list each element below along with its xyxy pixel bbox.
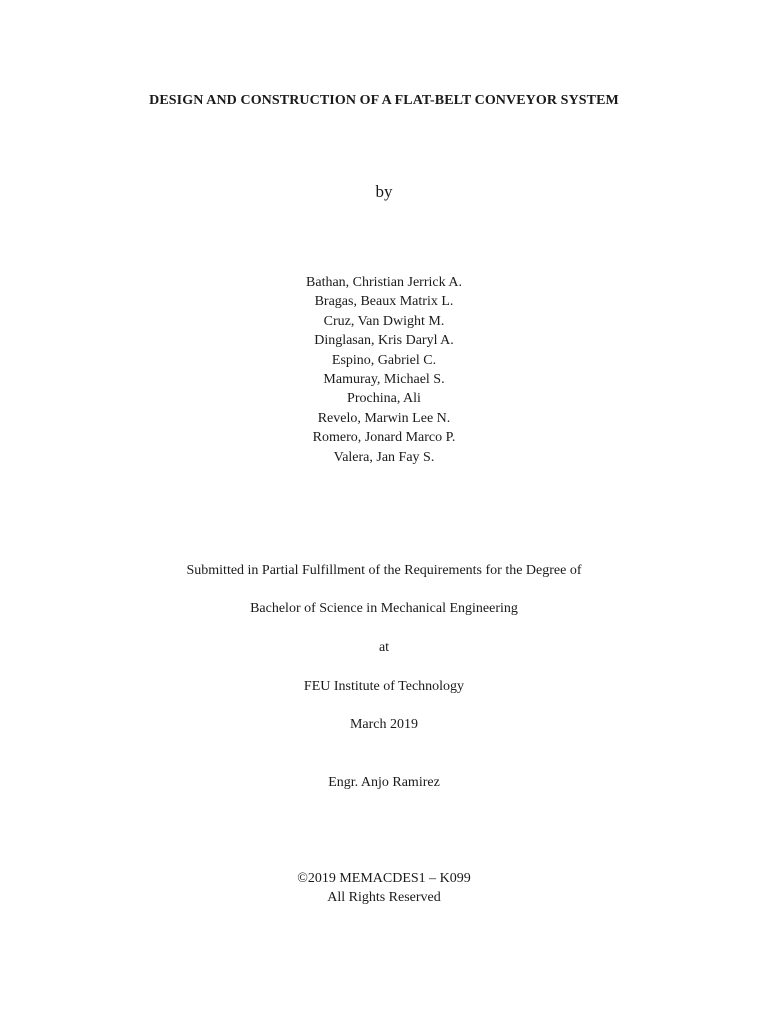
submission-date: March 2019	[349, 717, 419, 732]
author-name: Mamuray, Michael S.	[323, 372, 445, 388]
author-name: Cruz, Van Dwight M.	[323, 313, 445, 329]
by-label: by	[375, 182, 393, 201]
author-list	[0, 273, 768, 467]
at-label: at	[378, 640, 390, 655]
author-name: Espino, Gabriel C.	[331, 352, 437, 368]
author-name: Dinglasan, Kris Daryl A.	[314, 333, 454, 349]
author-name: Bragas, Beaux Matrix L.	[314, 294, 454, 310]
copyright-notice: ©2019 MEMACDES1 – K099	[297, 871, 471, 886]
author-name: Prochina, Ali	[347, 391, 421, 407]
rights-notice: All Rights Reserved	[327, 890, 441, 905]
institution-name: FEU Institute of Technology	[303, 679, 465, 694]
author-name: Valera, Jan Fay S.	[333, 449, 435, 465]
degree-name: Bachelor of Science in Mechanical Engineering	[250, 601, 518, 616]
document-title: DESIGN AND CONSTRUCTION OF A FLAT-BELT CONVEYOR SYSTEM	[149, 93, 619, 108]
author-name: Romero, Jonard Marco P.	[312, 430, 456, 446]
author-name: Revelo, Marwin Lee N.	[317, 410, 451, 426]
adviser-name: Engr. Anjo Ramirez	[328, 775, 440, 790]
submission-statement: Submitted in Partial Fulfillment of the Requirements for the Degree of	[186, 563, 582, 578]
author-name: Bathan, Christian Jerrick A.	[306, 275, 462, 290]
